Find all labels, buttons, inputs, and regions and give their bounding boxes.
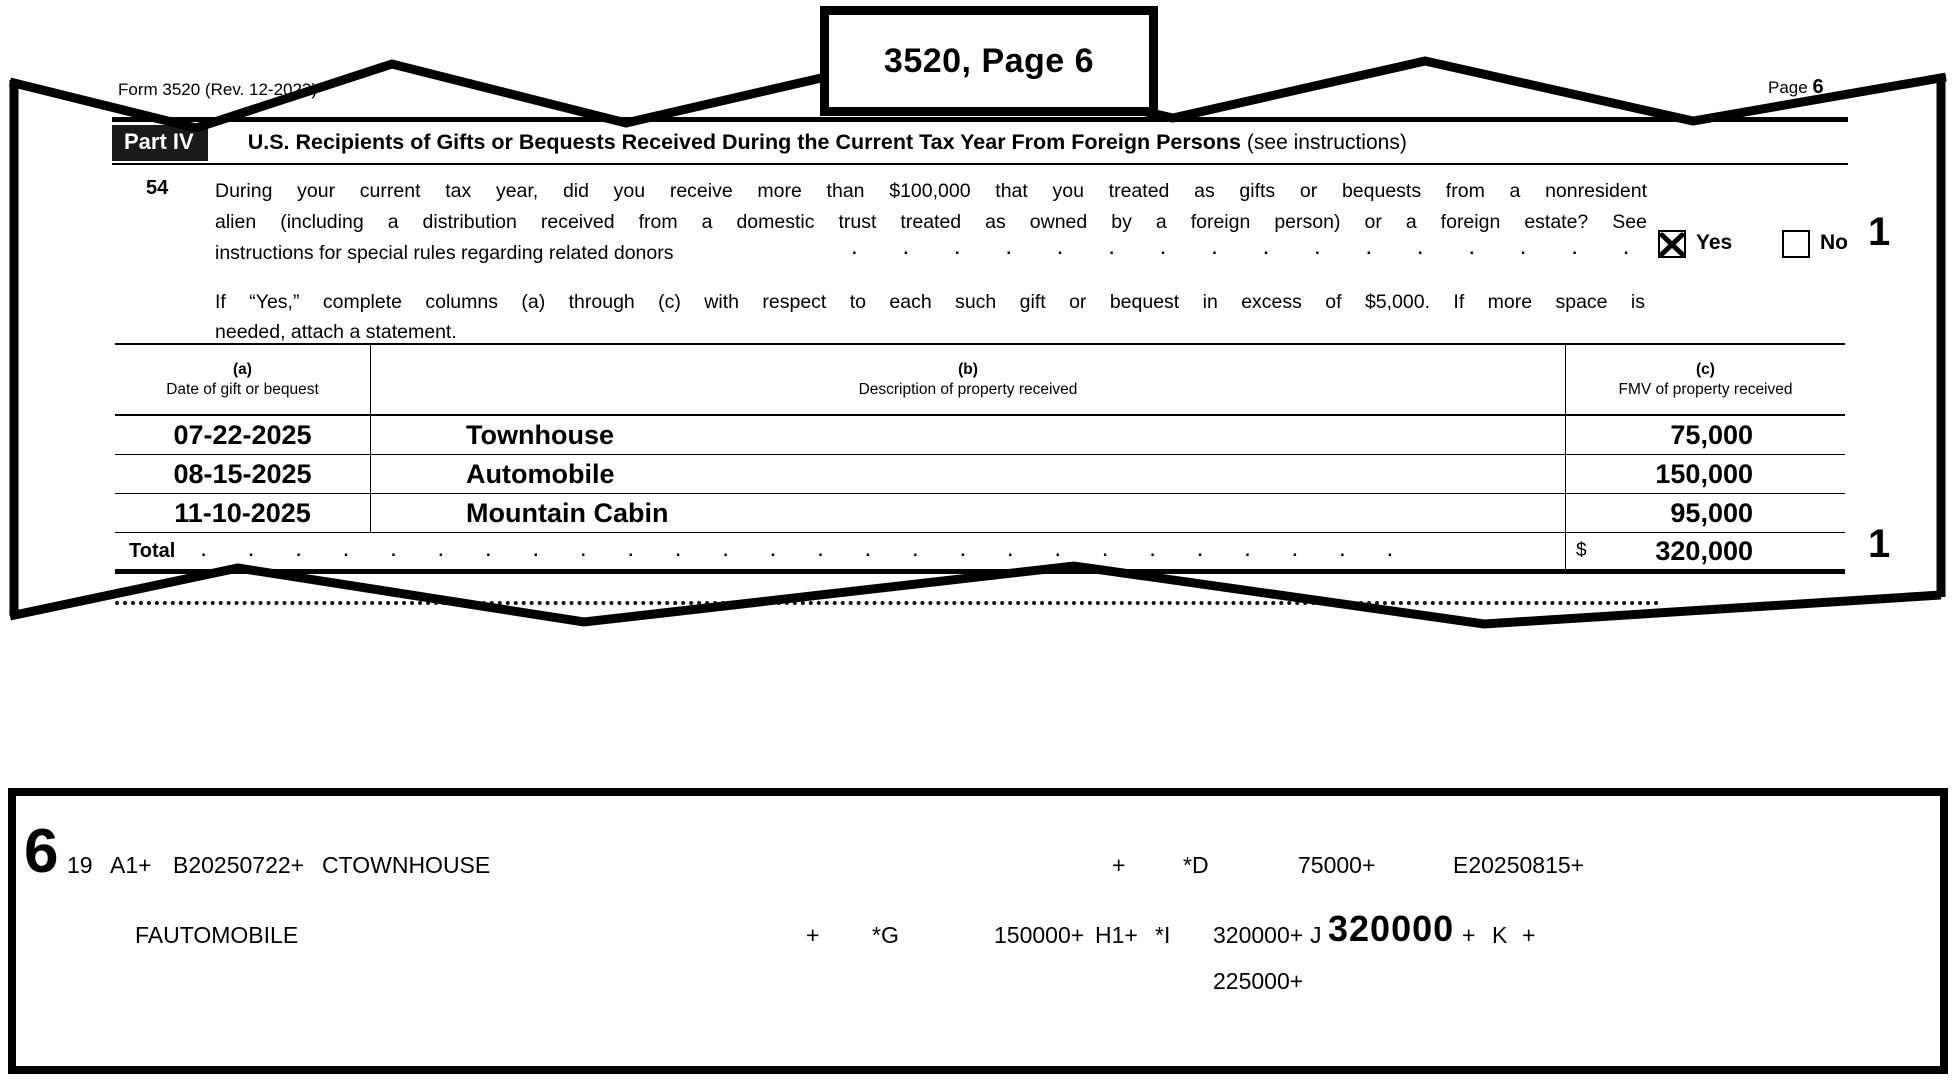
entry-token-f: FAUTOMOBILE xyxy=(135,922,299,948)
entry-token-j: J xyxy=(1310,922,1322,948)
entry-token-d: *D xyxy=(1183,852,1209,878)
note-line-2: needed, attach a statement. xyxy=(215,321,457,343)
entry-token-plus-2: + xyxy=(806,922,820,948)
currency-symbol: $ xyxy=(1576,540,1587,561)
entry-field-count: 19 xyxy=(67,852,93,878)
table-row-1-date[interactable]: 07-22-2025 xyxy=(115,416,370,455)
part-iv-header-bar xyxy=(112,117,1848,165)
entry-token-i-value-1: 320000+ xyxy=(1213,922,1304,948)
total-row-value-area xyxy=(1565,533,1845,574)
form-revision-text: Form 3520 (Rev. 12-2023) xyxy=(118,80,318,99)
part-iv-title-text: U.S. Recipients of Gifts or Bequests Received During the Current Tax Year From Foreign Persons xyxy=(247,130,1241,154)
checkbox-x-icon xyxy=(1656,228,1688,260)
entry-token-k: K xyxy=(1492,922,1508,948)
no-label: No xyxy=(1820,231,1848,254)
entry-token-g-value: 150000+ xyxy=(994,922,1085,948)
table-row-1-description[interactable]: Townhouse xyxy=(370,416,1565,455)
column-header-date: (a) Date of gift or bequest xyxy=(115,345,370,416)
page-number-value: 6 xyxy=(1812,76,1824,98)
entry-token-h: H1+ xyxy=(1095,922,1138,948)
entry-token-d-value: 75000+ xyxy=(1298,852,1376,878)
entry-token-b: B20250722+ xyxy=(173,852,305,878)
page-word: Page xyxy=(1768,78,1808,97)
total-fmv-value[interactable]: 320,000 xyxy=(1655,535,1753,566)
entry-token-g: *G xyxy=(872,922,899,948)
no-checkbox[interactable] xyxy=(1782,230,1810,258)
question-line-1: During your current tax year, did you receive more than $100,000 that you treated as gifts or bequests from a nonresident xyxy=(215,180,1647,202)
entry-token-i: *I xyxy=(1155,922,1171,948)
entry-token-c: CTOWNHOUSE xyxy=(322,852,491,878)
yes-checkbox[interactable] xyxy=(1658,230,1686,258)
line-54-number: 54 xyxy=(146,177,169,199)
table-row-2-fmv[interactable]: 150,000 xyxy=(1565,455,1845,494)
total-row-label-area xyxy=(115,533,1565,574)
gifts-table xyxy=(115,343,1845,574)
torn-row-remnant xyxy=(115,601,1660,605)
entry-token-plus-3: + xyxy=(1462,922,1476,948)
entry-page-number: 6 xyxy=(24,817,59,886)
total-dot-leaders: . . . . . . . . . . . . . . . . . . . . . . . . . . xyxy=(201,541,1393,560)
table-row-3-date[interactable]: 11-10-2025 xyxy=(115,494,370,533)
question-line-2: alien (including a distribution received from a domestic trust treated as owned by a foreign person) or a foreign estate? See xyxy=(215,211,1647,233)
table-row-3-fmv[interactable]: 95,000 xyxy=(1565,494,1845,533)
entry-token-j-value: 320000 xyxy=(1328,908,1455,949)
table-row-2-date[interactable]: 08-15-2025 xyxy=(115,455,370,494)
table-row-1-fmv[interactable]: 75,000 xyxy=(1565,416,1845,455)
page-label-box xyxy=(820,6,1158,116)
margin-reference-1: 1 xyxy=(1868,210,1891,254)
data-entry-box xyxy=(8,788,1948,1074)
part-iv-title xyxy=(248,130,1407,155)
table-row-3-description[interactable]: Mountain Cabin xyxy=(370,494,1565,533)
entry-token-plus-4: + xyxy=(1522,922,1536,948)
column-header-fmv: (c) FMV of property received xyxy=(1565,345,1845,416)
entry-token-i-value-2: 225000+ xyxy=(1213,968,1304,994)
dot-leaders: . . . . . . . . . . . . . . . . xyxy=(852,239,1629,258)
question-line-3: instructions for special rules regarding related donors xyxy=(215,242,674,264)
bottom-torn-edge xyxy=(10,566,1941,624)
page-label-text: 3520, Page 6 xyxy=(883,41,1095,80)
total-label: Total xyxy=(129,539,176,562)
note-line-1: If “Yes,” complete columns (a) through (c) with respect to each such gift or bequest in excess of $5,000. If more space is xyxy=(215,291,1645,313)
table-row-2-description[interactable]: Automobile xyxy=(370,455,1565,494)
page-number-header xyxy=(1768,76,1824,99)
line-54-note xyxy=(215,287,1645,347)
yes-label: Yes xyxy=(1696,231,1733,254)
column-header-description: (b) Description of property received xyxy=(370,345,1565,416)
see-instructions-text: (see instructions) xyxy=(1246,131,1407,154)
part-iv-chip: Part IV xyxy=(112,125,208,161)
entry-token-e: E20250815+ xyxy=(1453,852,1585,878)
entry-token-plus-1: + xyxy=(1112,852,1126,878)
margin-reference-2: 1 xyxy=(1868,522,1891,566)
entry-token-a: A1+ xyxy=(110,852,152,878)
